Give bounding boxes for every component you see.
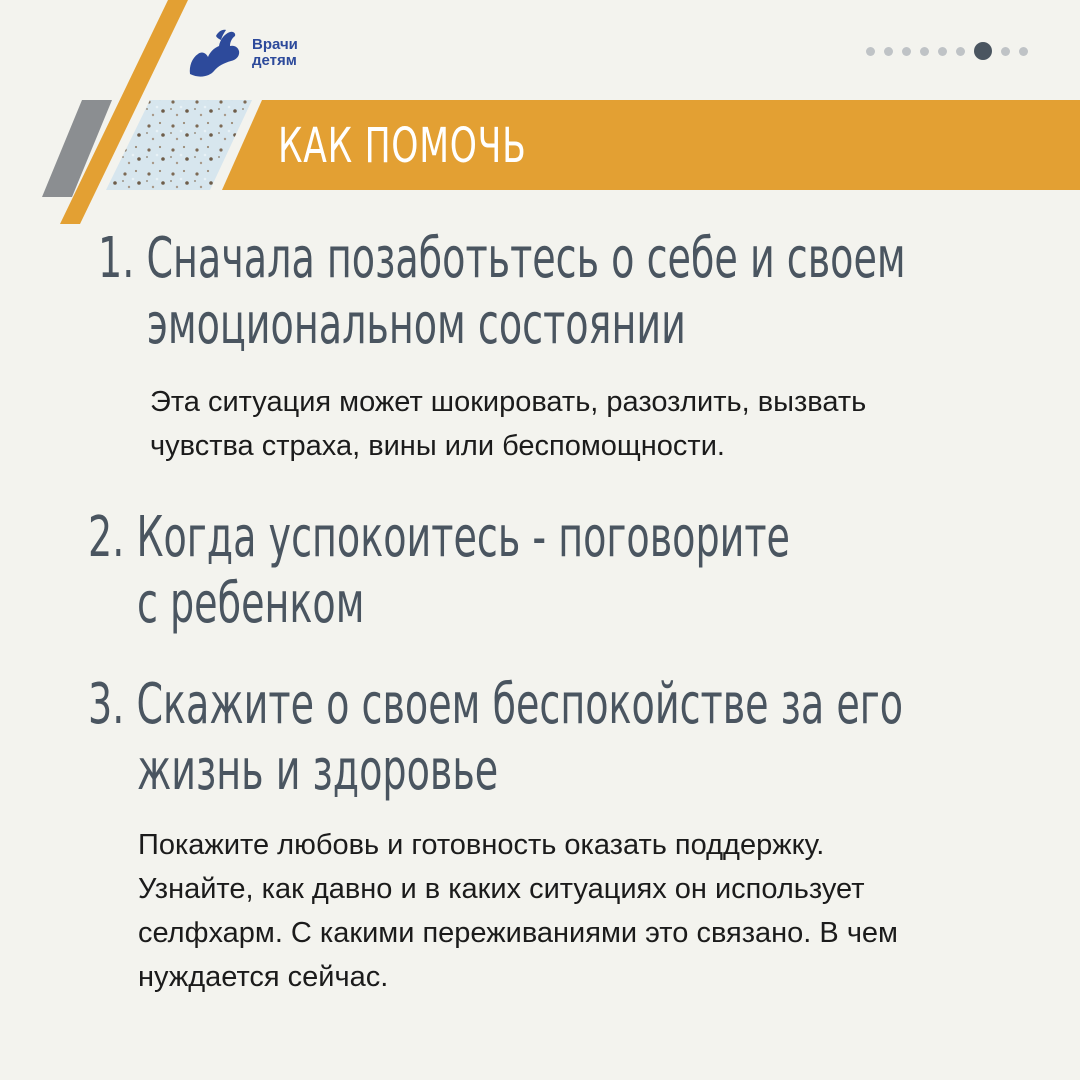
step-2-heading: [88, 505, 790, 637]
step-3-number: 3.: [88, 672, 125, 737]
page-title: КАК ПОМОЧЬ: [278, 118, 527, 174]
step-1-body: [150, 380, 866, 468]
step-2-heading-line1: Когда успокоитесь - поговорите: [136, 505, 790, 570]
step-2-heading-line2: с ребенком: [136, 571, 365, 636]
pagination-dot-active[interactable]: [974, 42, 992, 60]
pagination-dot[interactable]: [920, 47, 929, 56]
pagination-dot[interactable]: [884, 47, 893, 56]
hands-logo-icon: [186, 26, 244, 80]
pagination-dot[interactable]: [866, 47, 875, 56]
step-3-body-line2: Узнайте, как давно и в каких ситуациях он использует: [138, 873, 865, 905]
logo: [186, 26, 298, 80]
step-1-body-line2: чувства страха, вины или беспомощности.: [150, 430, 725, 462]
step-2-number: 2.: [88, 505, 125, 570]
step-3-heading-line2: жизнь и здоровье: [136, 738, 499, 803]
step-3-body-line3: селфхарм. С какими переживаниями это связано. В чем: [138, 917, 898, 949]
pagination-dot[interactable]: [938, 47, 947, 56]
logo-name-line2: детям: [252, 52, 297, 69]
step-1-heading-line2: эмоциональном состоянии: [146, 292, 686, 357]
step-3-heading: [88, 672, 903, 804]
step-3-body-line1: Покажите любовь и готовность оказать поддержку.: [138, 829, 825, 861]
step-3-body: [138, 823, 898, 999]
pagination-dot[interactable]: [902, 47, 911, 56]
step-3-heading-line1: Скажите о своем беспокойстве за его: [136, 672, 904, 737]
pagination-dots[interactable]: [857, 42, 1028, 60]
logo-text: [252, 37, 298, 69]
pagination-dot[interactable]: [1001, 47, 1010, 56]
step-1-number: 1.: [98, 226, 135, 291]
step-3-body-line4: нуждается сейчас.: [138, 961, 389, 993]
logo-name-line1: Врачи: [252, 36, 298, 53]
pagination-dot[interactable]: [1019, 47, 1028, 56]
pagination-dot[interactable]: [956, 47, 965, 56]
step-1-heading-line1: Сначала позаботьтесь о себе и своем: [146, 226, 906, 291]
step-1-heading: [98, 226, 906, 358]
step-1-body-line1: Эта ситуация может шокировать, разозлить, вызвать: [150, 386, 867, 418]
